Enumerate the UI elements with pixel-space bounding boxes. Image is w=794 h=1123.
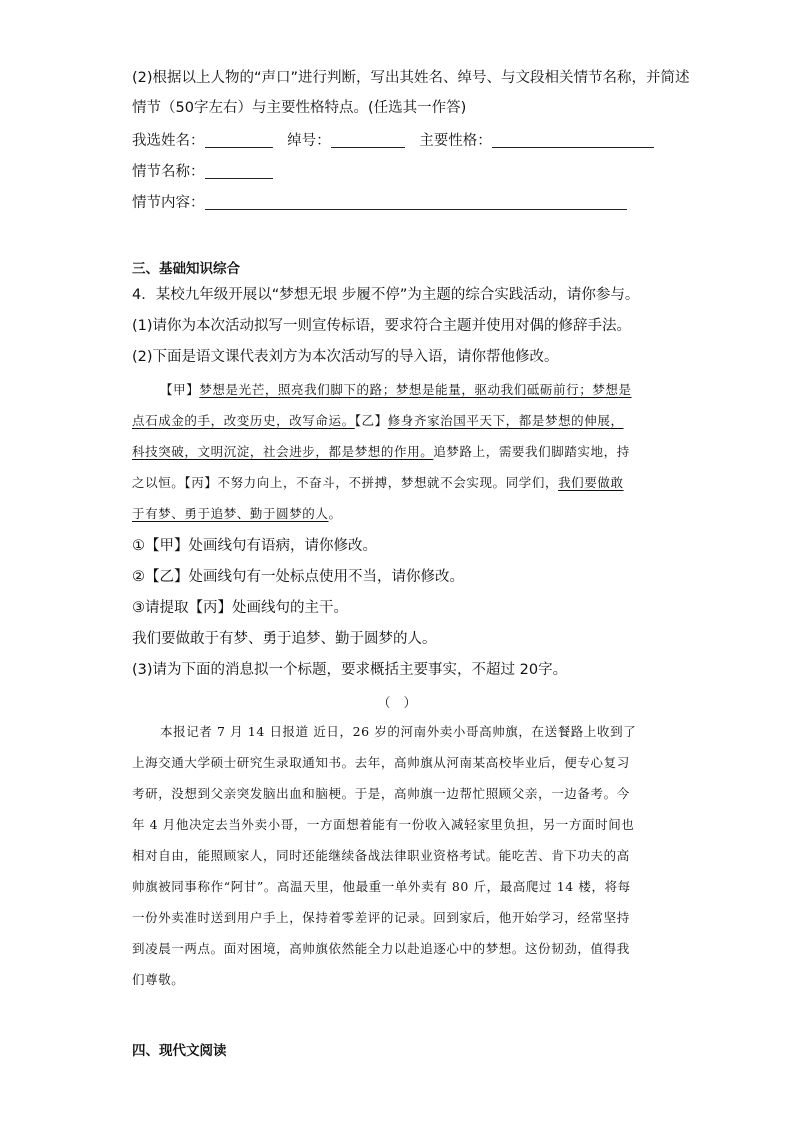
sub-question-2: ②【乙】处画线句有一处标点使用不当，请你修改。	[132, 569, 464, 585]
intro-row-5	[132, 504, 342, 524]
plot-content-label: 情节内容：	[132, 195, 205, 211]
intro-row-4	[132, 473, 624, 493]
q4-part-3: (3)请为下面的消息拟一个标题，要求概括主要事实，不超过 20字。	[132, 662, 568, 678]
section-3-heading: 三、基础知识综合	[132, 261, 240, 277]
news-line-6: 帅旗被同事称作“阿甘”。高温天里，他最重一单外卖有 80 斤，最高爬过 14 楼，将每	[132, 879, 631, 894]
bing-underlined-cont: 于有梦、勇于追梦、勤于圆梦的人	[132, 506, 329, 521]
q4-intro: 4．某校九年级开展以“梦想无垠 步履不停”为主题的综合实践活动，请你参与。	[132, 287, 640, 303]
q2-line-1: (2)根据以上人物的“声口”进行判断，写出其姓名、绰号、与文段相关情节名称，并简述	[132, 70, 690, 86]
news-line-7: 一份外卖准时送到用户手上，保持着零差评的记录。回到家后，他开始学习，经常坚持	[132, 910, 630, 925]
plot-content-blank[interactable]	[205, 193, 627, 210]
jia-mark: 【甲】	[160, 382, 200, 397]
intro-row-3	[132, 442, 630, 462]
jia-underlined: 梦想是光芒，照亮我们脚下的路；梦想是能量，驱动我们砥砺前行；梦想是	[199, 382, 632, 397]
q2-answer-row-1	[132, 131, 654, 151]
intro-end-punct: 。	[328, 506, 342, 521]
character-label: 主要性格：	[419, 133, 492, 149]
plot-name-blank[interactable]	[205, 162, 273, 179]
name-blank[interactable]	[205, 131, 273, 148]
q2-line-2: 情节（50字左右）与主要性格特点。(任选其一作答)	[132, 100, 467, 116]
news-line-8: 到凌晨一两点。面对困境，高帅旗依然能全力以赴追逐心中的梦想。这份韧劲，值得我	[132, 941, 630, 956]
jia-underlined-cont: 点石成金的手，改变历史，改写命运。	[132, 413, 355, 428]
yi-underlined: 修身齐家治国平天下，都是梦想的伸展，	[387, 413, 624, 428]
news-line-3: 考研，没想到父亲突发脑出血和脑梗。于是，高帅旗一边帮忙照顾父亲，一边备考。今	[132, 786, 630, 801]
sub-question-3-answer: 我们要做敢于有梦、勇于追梦、勤于圆梦的人。	[132, 631, 437, 647]
news-line-5: 相对自由，能照顾家人，同时还能继续备战法律职业资格考试。能吃苦、肯下功夫的高	[132, 848, 630, 863]
sub-question-1: ①【甲】处画线句有语病，请你修改。	[132, 538, 377, 554]
intro-row-2	[132, 411, 624, 431]
section-4-heading: 四、现代文阅读	[132, 1043, 227, 1059]
nickname-label: 绰号：	[287, 133, 331, 149]
news-line-4: 年 4 月他决定去当外卖小哥，一方面想着能有一份收入减轻家里负担，另一方面时间也	[132, 817, 635, 832]
name-label: 我选姓名：	[132, 133, 205, 149]
title-blank[interactable]: （ ）	[377, 696, 417, 711]
news-line-1: 本报记者 7 月 14 日报道 近日，26 岁的河南外卖小哥高帅旗，在送餐路上收到了	[160, 724, 637, 739]
news-line-9: 们尊敬。	[132, 972, 185, 987]
q2-answer-row-2	[132, 162, 273, 182]
yi-underlined-cont: 科技突破，文明沉淀，社会进步，都是梦想的作用。	[132, 444, 434, 459]
nickname-blank[interactable]	[331, 131, 405, 148]
sub-question-3: ③请提取【丙】处画线句的主干。	[132, 600, 348, 616]
news-line-2: 上海交通大学硕士研究生录取通知书。去年，高帅旗从河南某高校毕业后，便专心复习	[132, 755, 630, 770]
q2-answer-row-3	[132, 193, 627, 213]
intro-row-1	[160, 380, 632, 400]
q4-part-2: (2)下面是语文课代表刘方为本次活动写的导入语，请你帮他修改。	[132, 349, 559, 365]
yi-mark: 【乙】	[354, 413, 388, 428]
intro-text: 追梦路上，需要我们脚踏实地，持	[433, 444, 630, 459]
character-blank[interactable]	[492, 131, 654, 148]
q4-part-1: (1)请你为本次活动拟写一则宣传标语，要求符合主题并使用对偶的修辞手法。	[132, 318, 632, 334]
plot-name-label: 情节名称：	[132, 164, 205, 180]
bing-underlined: 我们要做敢	[558, 475, 624, 490]
bing-text: 之以恒。【丙】不努力向上，不奋斗，不拼搏，梦想就不会实现。同学们，	[132, 475, 559, 490]
